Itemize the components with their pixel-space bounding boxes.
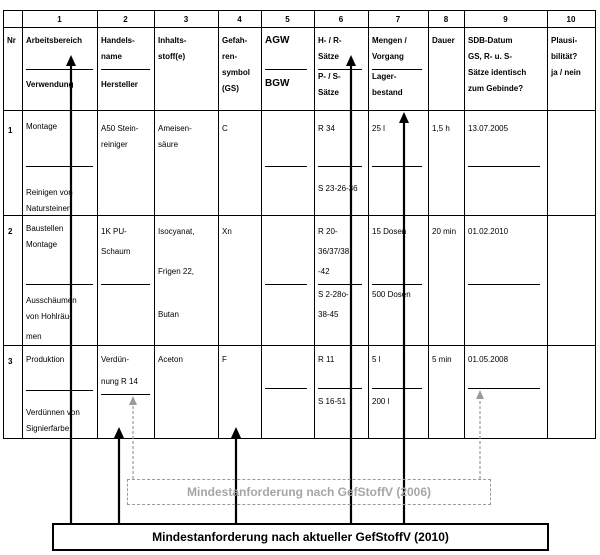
row-2-sdb: 01.02.2010 bbox=[468, 227, 509, 236]
row-3-r-saetze: R 11 bbox=[318, 355, 335, 364]
row-1-inhalt-a: Ameisen- bbox=[158, 124, 192, 133]
row-2-bereich-a: Baustellen bbox=[26, 224, 64, 233]
row-3-bereich: Produktion bbox=[26, 355, 65, 364]
header-plausi-1: Plausi- bbox=[551, 36, 578, 45]
row-3-lager: 200 l bbox=[372, 397, 390, 406]
header-sdb-4: zum Gebinde? bbox=[468, 84, 524, 93]
row-2-nr: 2 bbox=[8, 227, 13, 236]
nr-header: Nr bbox=[7, 36, 16, 45]
row-1-menge: 25 l bbox=[372, 124, 385, 133]
row-3-verwendung-a: Verdünnen von bbox=[26, 408, 80, 417]
header-agw: AGW bbox=[265, 35, 290, 46]
col-num-8: 8 bbox=[443, 15, 449, 24]
col-num-9: 9 bbox=[503, 15, 508, 24]
header-plausi-2: bilität? bbox=[551, 52, 578, 61]
row-1-dauer: 1,5 h bbox=[432, 124, 450, 133]
header-sdb-3: Sätze identisch bbox=[468, 68, 527, 77]
legend-requirement-2006-label: Mindestanforderung nach GefStoffV (2006) bbox=[186, 485, 432, 499]
row-2-lager: 500 Dosen bbox=[372, 290, 411, 299]
col-num-10: 10 bbox=[566, 15, 576, 24]
header-ps-saetze-1: P- / S- bbox=[318, 72, 341, 81]
legend-requirement-2010-label: Mindestanforderung nach aktueller GefStoffV (2010) bbox=[152, 530, 449, 544]
header-hr-saetze-2: Sätze bbox=[318, 52, 339, 61]
header-gefahrensymbol-4: (GS) bbox=[222, 84, 239, 93]
row-2-r-saetze-c: -42 bbox=[318, 267, 330, 276]
row-3-s-saetze: S 16-51 bbox=[318, 397, 347, 406]
row-1-s-saetze: S 23-26-36 bbox=[318, 184, 358, 193]
col-num-1: 1 bbox=[57, 15, 62, 24]
row-3-inhalt: Aceton bbox=[158, 355, 183, 364]
row-1-gs: C bbox=[222, 124, 228, 133]
row-1-nr: 1 bbox=[8, 126, 13, 135]
row-3-verwendung-b: Signierfarbe bbox=[26, 424, 70, 433]
col-num-5: 5 bbox=[285, 15, 290, 24]
row-3-handelsname-a: Verdün- bbox=[101, 355, 130, 364]
header-bgw: BGW bbox=[265, 78, 290, 89]
row-2-inhalt-b: Frigen 22, bbox=[158, 267, 195, 276]
row-2-s-saetze-b: 38-45 bbox=[318, 310, 339, 319]
row-1-verwendung-a: Reinigen von bbox=[26, 188, 73, 197]
header-handelsname-1: Handels- bbox=[101, 36, 135, 45]
row-2-bereich-b: Montage bbox=[26, 240, 58, 249]
row-3-sdb: 01.05.2008 bbox=[468, 355, 509, 364]
row-2-inhalt-a: Isocyanat, bbox=[158, 227, 195, 236]
row-1-r-saetze: R 34 bbox=[318, 124, 335, 133]
header-inhaltsstoff-1: Inhalts- bbox=[158, 36, 187, 45]
header-inhaltsstoff-2: stoff(e) bbox=[158, 52, 186, 61]
header-lager-1: Lager- bbox=[372, 72, 397, 81]
col-num-7: 7 bbox=[395, 15, 401, 24]
legend-requirement-2010 bbox=[52, 523, 549, 551]
legend-requirement-2006 bbox=[127, 479, 491, 505]
row-2-verwendung-c: men bbox=[26, 332, 42, 341]
header-plausi-3: ja / nein bbox=[551, 68, 581, 77]
row-3-dauer: 5 min bbox=[432, 355, 452, 364]
header-arbeitsbereich: Arbeitsbereich bbox=[26, 36, 83, 45]
row-3-nr: 3 bbox=[8, 357, 13, 366]
header-lager-2: bestand bbox=[372, 88, 403, 97]
row-2-s-saetze-a: S 2-28o- bbox=[318, 290, 349, 299]
header-ps-saetze-2: Sätze bbox=[318, 88, 339, 97]
row-1-verwendung-b: Natursteinen bbox=[26, 204, 72, 213]
header-sdb-1: SDB-Datum bbox=[468, 36, 513, 45]
header-gefahrensymbol-3: symbol bbox=[222, 68, 251, 77]
row-1-bereich: Montage bbox=[26, 122, 58, 131]
row-1-sdb: 13.07.2005 bbox=[468, 124, 509, 133]
header-sdb-2: GS, R- u. S- bbox=[468, 52, 512, 61]
header-hr-saetze-1: H- / R- bbox=[318, 36, 342, 45]
row-2-handelsname-a: 1K PU- bbox=[101, 227, 127, 236]
row-2-verwendung-b: von Hohlräu- bbox=[26, 312, 72, 321]
header-mengen-2: Vorgang bbox=[372, 52, 404, 61]
header-dauer: Dauer bbox=[432, 36, 455, 45]
header-gefahrensymbol-2: ren- bbox=[222, 52, 238, 61]
row-2-inhalt-c: Butan bbox=[158, 310, 179, 319]
row-2-gs: Xn bbox=[222, 227, 232, 236]
header-handelsname-2: name bbox=[101, 52, 122, 61]
row-1-handelsname-b: reiniger bbox=[101, 140, 128, 149]
header-mengen-1: Mengen / bbox=[372, 36, 407, 45]
row-2-verwendung-a: Ausschäumen bbox=[26, 296, 77, 305]
col-num-4: 4 bbox=[237, 15, 242, 24]
row-3-menge: 5 l bbox=[372, 355, 381, 364]
row-3-handelsname-b: nung R 14 bbox=[101, 377, 138, 386]
header-hersteller: Hersteller bbox=[101, 80, 138, 89]
row-1-handelsname-a: A50 Stein- bbox=[101, 124, 139, 133]
header-gefahrensymbol-1: Gefah- bbox=[222, 36, 248, 45]
col-num-6: 6 bbox=[338, 15, 344, 24]
row-3-gs: F bbox=[222, 355, 227, 364]
row-2-dauer: 20 min bbox=[432, 227, 457, 236]
col-num-3: 3 bbox=[183, 15, 189, 24]
row-2-menge: 15 Dosen bbox=[372, 227, 407, 236]
row-2-r-saetze-a: R 20- bbox=[318, 227, 338, 236]
row-1-inhalt-b: säure bbox=[158, 140, 179, 149]
header-verwendung: Verwendung bbox=[26, 80, 74, 89]
row-2-handelsname-b: Schaum bbox=[101, 247, 131, 256]
col-num-2: 2 bbox=[123, 15, 128, 24]
row-2-r-saetze-b: 36/37/38 bbox=[318, 247, 350, 256]
